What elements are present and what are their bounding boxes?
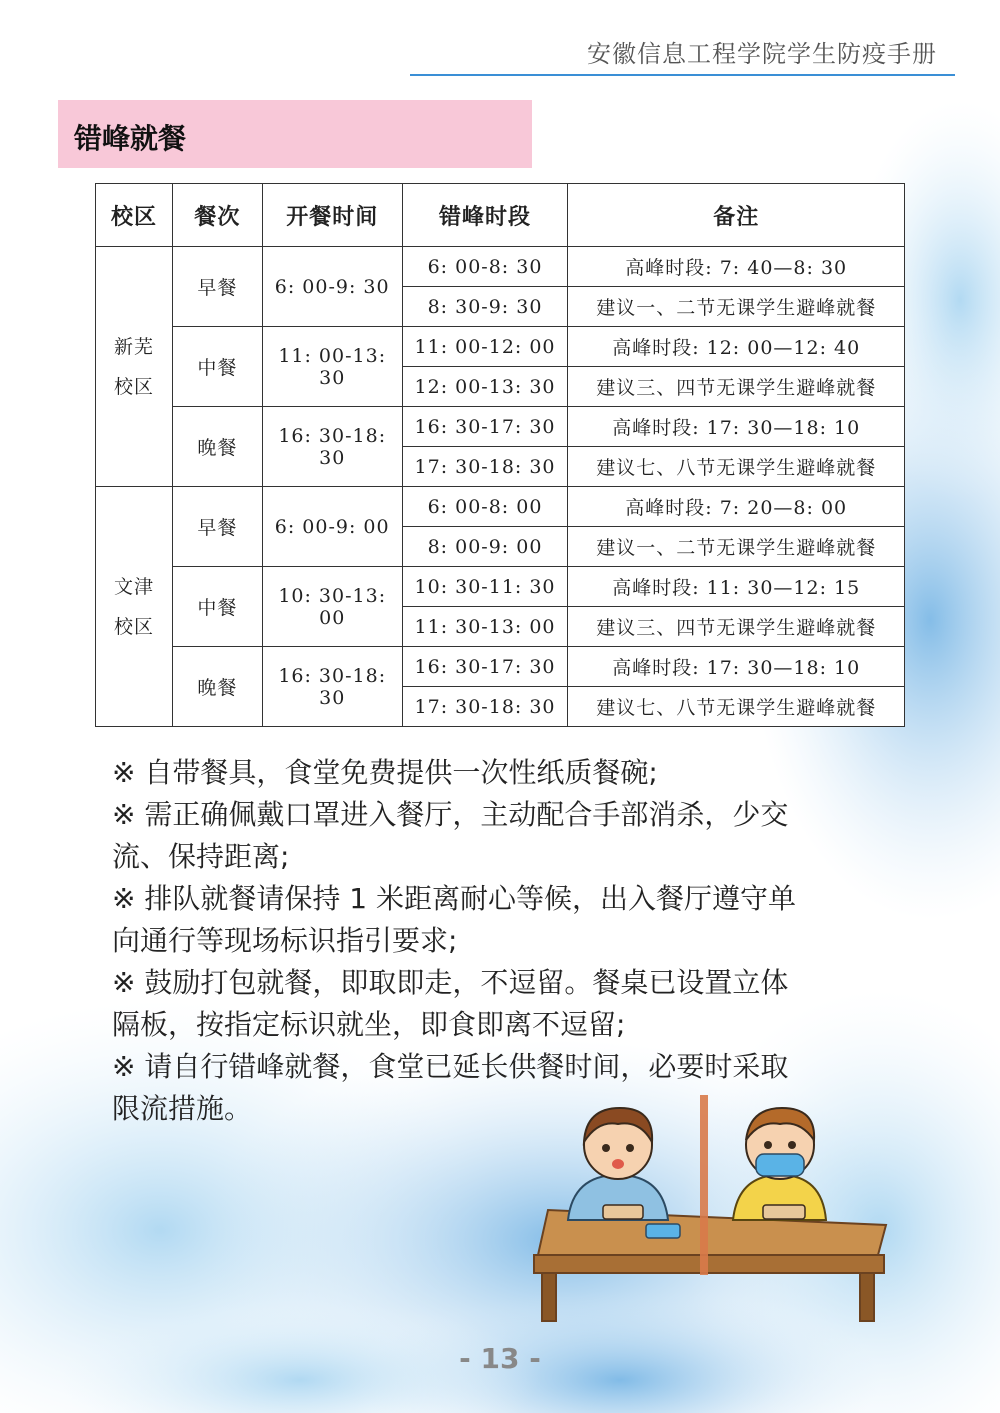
note-line: 隔板，按指定标识就坐，即食即离不逗留; <box>112 1008 626 1041</box>
slot-cell: 8: 30-9: 30 <box>402 287 568 327</box>
note-line: 限流措施。 <box>112 1092 253 1125</box>
campus-name-line1: 新芜 <box>113 335 154 358</box>
table-row <box>96 647 905 687</box>
advice-cell: 建议三、四节无课学生避峰就餐 <box>568 367 905 407</box>
section-title: 错峰就餐 <box>74 122 187 155</box>
advice-cell: 建议三、四节无课学生避峰就餐 <box>568 607 905 647</box>
campus-name-line2: 校区 <box>113 615 154 638</box>
slot-cell: 12: 00-13: 30 <box>402 367 568 407</box>
open-time-cell: 10: 30-13: 00 <box>262 567 402 647</box>
slot-cell: 16: 30-17: 30 <box>402 647 568 687</box>
peak-cell: 高峰时段: 17: 30—18: 10 <box>568 407 905 447</box>
slot-cell: 8: 00-9: 00 <box>402 527 568 567</box>
campus-name-line2: 校区 <box>113 375 154 398</box>
kids-dining-illustration <box>528 1090 888 1325</box>
note-line: ※ 自带餐具，食堂免费提供一次性纸质餐碗; <box>112 756 658 789</box>
open-time-cell: 6: 00-9: 30 <box>262 247 402 327</box>
advice-cell: 建议七、八节无课学生避峰就餐 <box>568 447 905 487</box>
slot-cell: 17: 30-18: 30 <box>402 687 568 727</box>
dining-schedule-table <box>95 183 905 727</box>
note-line: ※ 请自行错峰就餐，食堂已延长供餐时间，必要时采取 <box>112 1050 789 1083</box>
note-line: ※ 排队就餐请保持 1 米距离耐心等候，出入餐厅遵守单 <box>112 882 796 915</box>
header-campus: 校区 <box>96 184 173 247</box>
advice-cell: 建议一、二节无课学生避峰就餐 <box>568 527 905 567</box>
advice-cell: 建议七、八节无课学生避峰就餐 <box>568 687 905 727</box>
header-title: 安徽信息工程学院学生防疫手册 <box>587 40 937 68</box>
meal-cell: 晚餐 <box>172 407 262 487</box>
note-line: ※ 需正确佩戴口罩进入餐厅，主动配合手部消杀，少交 <box>112 798 789 831</box>
table-row <box>96 407 905 447</box>
open-time-cell: 6: 00-9: 00 <box>262 487 402 567</box>
open-time-cell: 16: 30-18: 30 <box>262 407 402 487</box>
peak-cell: 高峰时段: 7: 40—8: 30 <box>568 247 905 287</box>
page-header <box>410 28 955 76</box>
slot-cell: 6: 00-8: 30 <box>402 247 568 287</box>
campus-name-line1: 文津 <box>113 575 154 598</box>
note-line: 向通行等现场标识指引要求; <box>112 924 458 957</box>
page-number: - 13 - <box>459 1342 541 1375</box>
table-header-row <box>96 184 905 247</box>
open-time-cell: 16: 30-18: 30 <box>262 647 402 727</box>
note-line: 流、保持距离; <box>112 840 290 873</box>
slot-cell: 17: 30-18: 30 <box>402 447 568 487</box>
peak-cell: 高峰时段: 7: 20—8: 00 <box>568 487 905 527</box>
campus-cell <box>96 247 173 487</box>
open-time-cell: 11: 00-13: 30 <box>262 327 402 407</box>
header-staggered-slot: 错峰时段 <box>402 184 568 247</box>
section-banner <box>58 100 532 168</box>
slot-cell: 6: 00-8: 00 <box>402 487 568 527</box>
note-line: ※ 鼓励打包就餐，即取即走，不逗留。餐桌已设置立体 <box>112 966 789 999</box>
dining-notes <box>112 752 872 1130</box>
header-meal: 餐次 <box>172 184 262 247</box>
schedule-table <box>95 183 905 727</box>
peak-cell: 高峰时段: 12: 00—12: 40 <box>568 327 905 367</box>
slot-cell: 11: 00-12: 00 <box>402 327 568 367</box>
advice-cell: 建议一、二节无课学生避峰就餐 <box>568 287 905 327</box>
table-row <box>96 327 905 367</box>
slot-cell: 11: 30-13: 00 <box>402 607 568 647</box>
table-row <box>96 247 905 287</box>
header-remarks: 备注 <box>568 184 905 247</box>
peak-cell: 高峰时段: 17: 30—18: 10 <box>568 647 905 687</box>
peak-cell: 高峰时段: 11: 30—12: 15 <box>568 567 905 607</box>
table-row <box>96 567 905 607</box>
slot-cell: 10: 30-11: 30 <box>402 567 568 607</box>
campus-cell <box>96 487 173 727</box>
meal-cell: 早餐 <box>172 247 262 327</box>
meal-cell: 中餐 <box>172 327 262 407</box>
slot-cell: 16: 30-17: 30 <box>402 407 568 447</box>
meal-cell: 早餐 <box>172 487 262 567</box>
meal-cell: 晚餐 <box>172 647 262 727</box>
table-row <box>96 487 905 527</box>
meal-cell: 中餐 <box>172 567 262 647</box>
header-open-time: 开餐时间 <box>262 184 402 247</box>
